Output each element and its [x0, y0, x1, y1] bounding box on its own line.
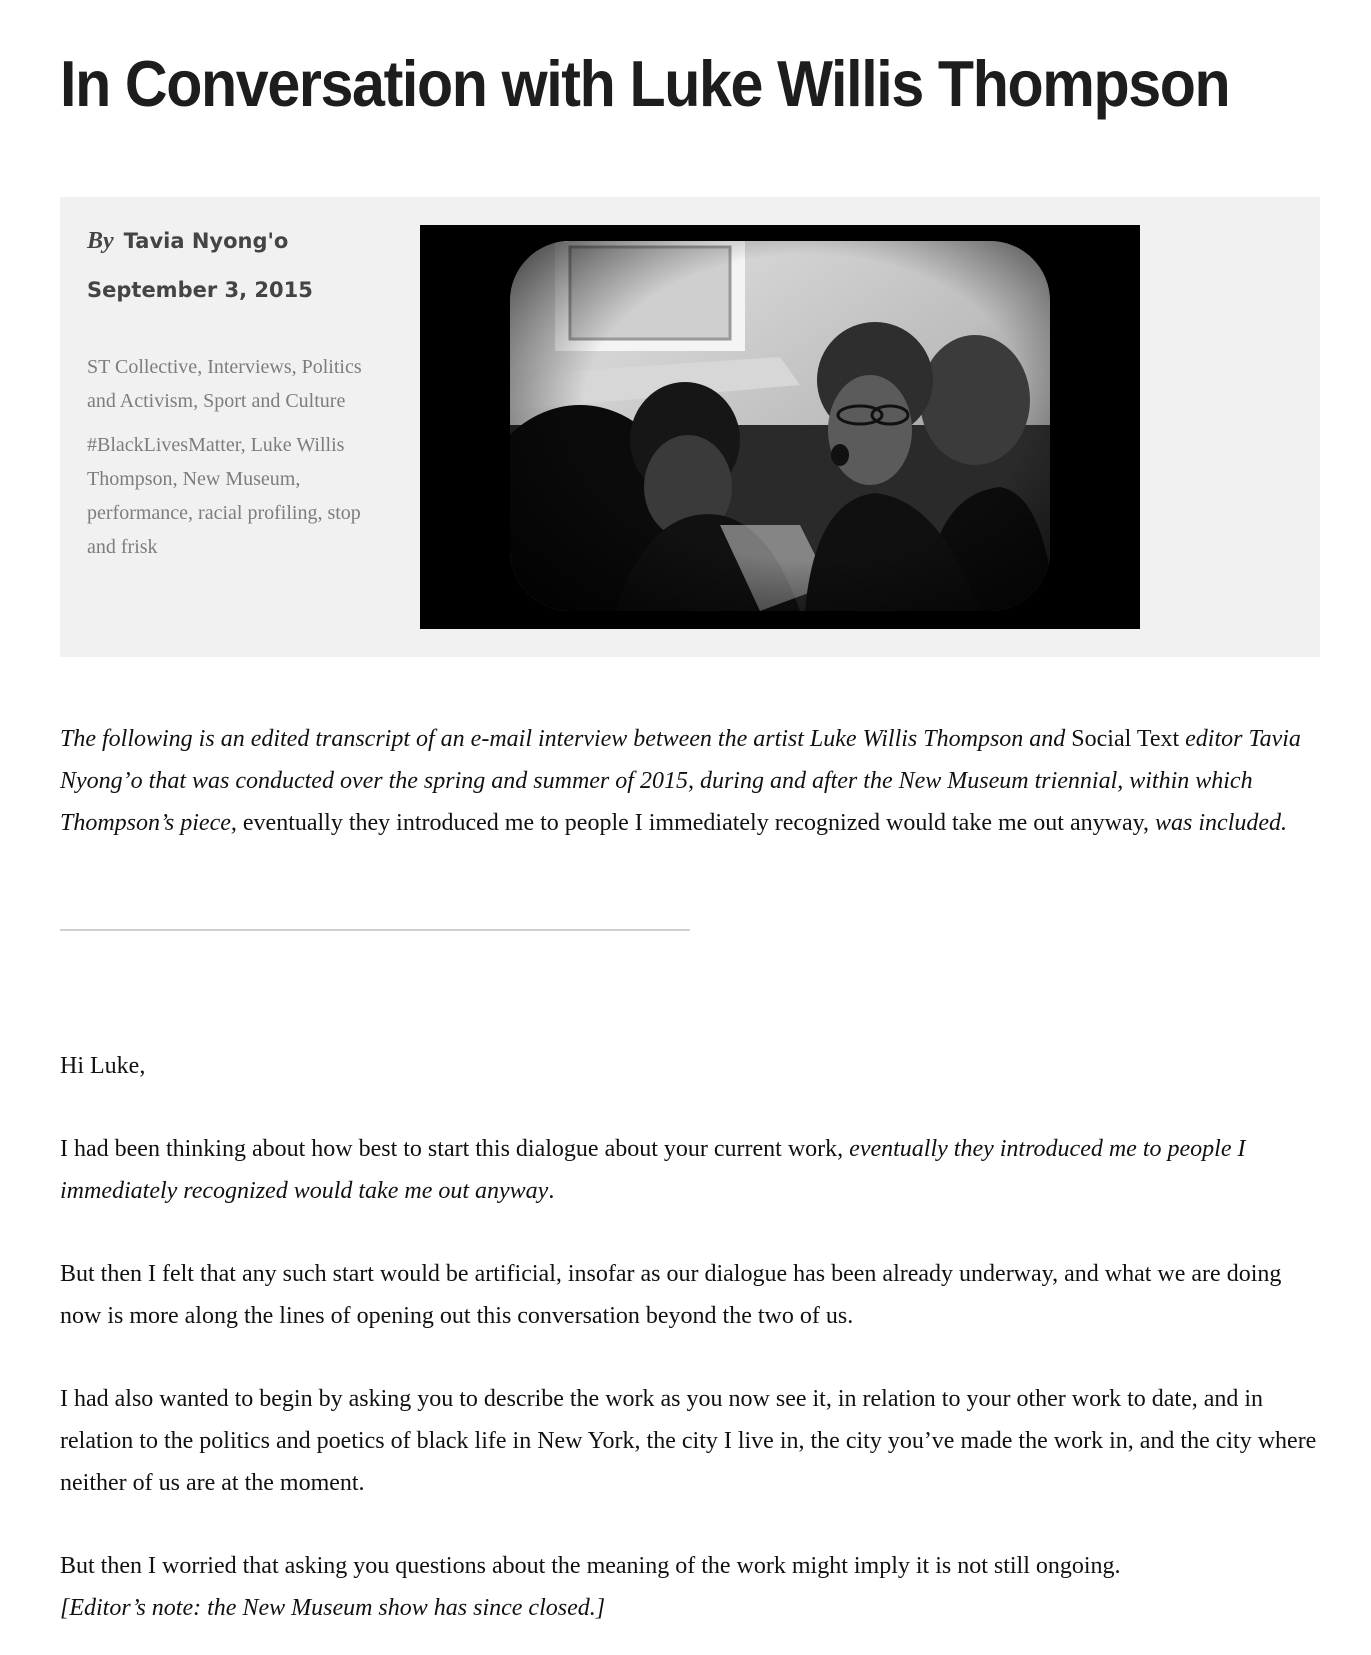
hero-image — [420, 225, 1140, 629]
editor-note: [Editor’s note: the New Museum show has since closed.] — [60, 1595, 606, 1621]
page-title: In Conversation with Luke Willis Thompson — [60, 47, 1230, 120]
tag-link-racial-profiling[interactable]: racial profiling — [198, 502, 318, 524]
publish-date: September 3, 2015 — [87, 278, 313, 302]
divider — [60, 929, 690, 931]
by-label: By — [87, 228, 114, 254]
intro-text-comma: , — [1143, 810, 1156, 836]
paragraph-1-end: . — [548, 1178, 555, 1204]
intro-text-work-title: eventually they introduced me to people I immediately recognized would take me out anyway — [242, 810, 1144, 836]
article-intro — [60, 718, 1325, 844]
intro-text-publication: Social Text — [1071, 726, 1180, 752]
author-link[interactable]: Tavia Nyong'o — [123, 229, 289, 253]
intro-text-italic-1: The following is an edited transcript of an e-mail interview between the artist Luke Willis Thompson and — [60, 726, 1072, 752]
tag-link-new-museum[interactable]: New Museum — [182, 468, 296, 490]
body-paragraph-3: I had also wanted to begin by asking you to describe the work as you now see it, in relation to your other work to date, and in relation to the politics and poetics of black life in New York, the city I live in, the city you’ve made the work in, and the city where neither of us are at the moment. — [60, 1386, 1317, 1496]
paragraph-1-work-title: eventually they introduced me to people I immediately recognized would take me out anyway — [60, 1136, 1246, 1204]
tag-link-performance[interactable]: performance — [87, 502, 189, 524]
paragraph-1-text: I had been thinking about how best to start this dialogue about your current work, — [60, 1136, 850, 1162]
body-paragraph-2: But then I felt that any such start would be artificial, insofar as our dialogue has been already underway, and what we are doing now is more along the lines of opening out this conversation beyond the two of us. — [60, 1261, 1282, 1329]
category-list: ST Collective, Interviews, Politics and Activism, Sport and Culture — [87, 356, 362, 412]
tag-list: #BlackLivesMatter, Luke Willis Thompson, New Museum, performance, racial profiling, stop and frisk — [87, 434, 361, 558]
intro-text-italic-2: editor Tavia Nyong’o that was conducted over the spring and summer of 2015, during and after the New Museum triennial, within which Thompson’s piece, — [60, 726, 1301, 836]
category-link-st-collective[interactable]: ST Collective — [87, 356, 198, 378]
tag-link-blacklivesmatter[interactable]: #BlackLivesMatter — [87, 434, 241, 456]
tag-link-luke-willis-thompson[interactable]: Luke Willis Thompson — [87, 434, 345, 490]
greeting-paragraph: Hi Luke, — [60, 1053, 146, 1079]
intro-text-italic-3: was included. — [1155, 810, 1288, 836]
film-still-image — [420, 225, 1140, 629]
category-link-politics-and-activism[interactable]: Politics and Activism — [87, 356, 362, 412]
article-meta-box — [60, 197, 1320, 657]
byline — [87, 227, 288, 255]
category-link-interviews[interactable]: Interviews — [207, 356, 292, 378]
category-link-sport-and-culture[interactable]: Sport and Culture — [203, 390, 346, 412]
body-paragraph-1 — [60, 1128, 1325, 1212]
tag-link-stop-and-frisk[interactable]: stop and frisk — [87, 502, 361, 558]
paragraph-4-text: But then I worried that asking you questions about the meaning of the work might imply it is not still ongoing. — [60, 1553, 1121, 1579]
body-paragraph-4 — [60, 1545, 1325, 1629]
